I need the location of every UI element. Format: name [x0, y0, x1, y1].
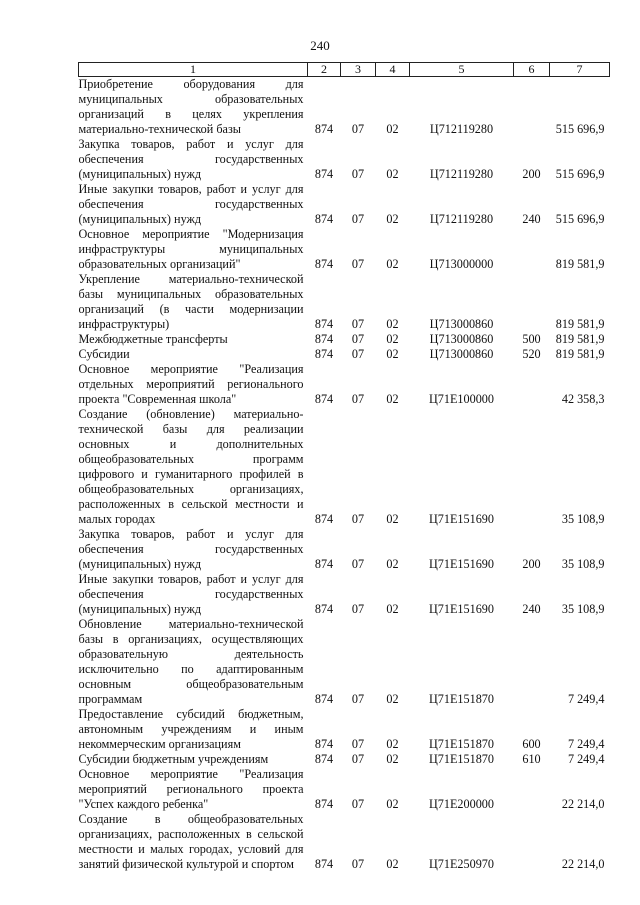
row-vr-cell: 200	[522, 557, 541, 571]
header-col-ved: 2	[308, 63, 341, 77]
row-pr-cell: 02	[386, 752, 399, 766]
table-row	[79, 617, 610, 707]
row-csr-cell: Ц71Е151870	[429, 752, 494, 766]
row-csr-cell: Ц712119280	[429, 167, 494, 181]
row-csr-cell: Ц71Е100000	[429, 392, 494, 406]
row-name-cell: Основное мероприятие "Реализация мероприятий регионального проекта "Успех каждого ребенка"	[78, 767, 304, 811]
row-ved-cell: 874	[314, 122, 334, 136]
row-rz-cell: 07	[351, 512, 365, 526]
row-vr-cell	[514, 362, 550, 407]
row-name-cell: Основное мероприятие "Реализация отдельных мероприятий регионального проекта "Современная школа"	[78, 362, 304, 406]
row-rz-cell: 07	[351, 212, 365, 226]
row-pr-cell: 02	[386, 122, 399, 136]
row-csr-cell: Ц71Е250970	[429, 857, 494, 871]
row-name-cell: Закупка товаров, работ и услуг для обеспечения государственных (муниципальных) нужд	[78, 527, 304, 571]
row-csr-cell: Ц712119280	[429, 212, 494, 226]
table-row	[79, 752, 610, 767]
row-vr-cell: 200	[522, 167, 541, 181]
header-col-rz: 3	[341, 63, 376, 77]
row-pr-cell: 02	[386, 602, 399, 616]
row-sum-cell: 35 108,9	[561, 512, 605, 526]
row-sum-cell: 515 696,9	[555, 212, 605, 226]
row-vr-cell: 520	[522, 347, 541, 361]
row-csr-cell: Ц71Е151870	[429, 692, 494, 706]
row-csr-cell: Ц713000860	[429, 347, 494, 361]
table-row	[79, 227, 610, 272]
table-row	[79, 572, 610, 617]
row-pr-cell: 02	[386, 347, 399, 361]
row-csr-cell: Ц71Е151690	[429, 602, 494, 616]
row-rz-cell: 07	[351, 347, 365, 361]
row-vr-cell: 240	[522, 212, 541, 226]
row-sum-cell: 7 249,4	[567, 752, 605, 766]
row-ved-cell: 874	[314, 602, 334, 616]
row-pr-cell: 02	[386, 737, 399, 751]
row-pr-cell: 02	[386, 212, 399, 226]
row-ved-cell: 874	[314, 212, 334, 226]
row-sum-cell: 515 696,9	[555, 167, 605, 181]
row-pr-cell: 02	[386, 257, 399, 271]
table-header-row	[79, 63, 610, 77]
row-name-cell: Создание в общеобразовательных организациях, расположенных в сельской местности и малых городах, условий для занятий физической культурой и спортом	[78, 812, 304, 871]
table-row	[79, 77, 610, 138]
row-pr-cell: 02	[386, 167, 399, 181]
row-rz-cell: 07	[351, 797, 365, 811]
row-name-cell: Основное мероприятие "Модернизация инфраструктуры муниципальных образовательных организаций"	[78, 227, 304, 271]
row-ved-cell: 874	[314, 797, 334, 811]
row-ved-cell: 874	[314, 347, 334, 361]
table-row	[79, 527, 610, 572]
row-rz-cell: 07	[351, 737, 365, 751]
row-name-cell: Закупка товаров, работ и услуг для обеспечения государственных (муниципальных) нужд	[78, 137, 304, 181]
row-vr-cell: 500	[522, 332, 541, 346]
row-sum-cell: 819 581,9	[555, 317, 605, 331]
table-row	[79, 812, 610, 872]
row-rz-cell: 07	[351, 167, 365, 181]
row-vr-cell	[514, 77, 550, 138]
row-sum-cell: 515 696,9	[555, 122, 605, 136]
table-body	[79, 77, 610, 873]
table-row	[79, 347, 610, 362]
row-name-cell: Предоставление субсидий бюджетным, автономным учреждениям и иным некоммерческим организациям	[78, 707, 304, 751]
row-csr-cell: Ц712119280	[429, 122, 494, 136]
table-header	[79, 63, 610, 77]
row-ved-cell: 874	[314, 332, 334, 346]
row-vr-cell	[514, 812, 550, 872]
row-name-cell: Иные закупки товаров, работ и услуг для обеспечения государственных (муниципальных) нужд	[78, 182, 304, 226]
row-pr-cell: 02	[386, 317, 399, 331]
row-csr-cell: Ц71Е151870	[429, 737, 494, 751]
row-rz-cell: 07	[351, 332, 365, 346]
row-sum-cell: 7 249,4	[567, 737, 605, 751]
table-row	[79, 272, 610, 332]
row-ved-cell: 874	[314, 317, 334, 331]
row-vr-cell	[514, 227, 550, 272]
page-number: 240	[310, 38, 330, 53]
row-sum-cell: 7 249,4	[567, 692, 605, 706]
row-name-cell: Межбюджетные трансферты	[78, 332, 228, 346]
budget-table	[78, 62, 610, 872]
row-vr-cell	[514, 767, 550, 812]
row-name-cell: Обновление материально-технической базы в организациях, осуществляющих образовательную деятельность исключительно по адаптированным основным общеобразовательным программам	[78, 617, 304, 706]
row-sum-cell: 819 581,9	[555, 257, 605, 271]
row-pr-cell: 02	[386, 332, 399, 346]
row-pr-cell: 02	[386, 857, 399, 871]
row-rz-cell: 07	[351, 752, 365, 766]
row-name-cell: Создание (обновление) материально-технической базы для реализации основных и дополнительных общеобразовательных программ цифрового и гуманитарного профилей в общеобразовательных организациях, расположенных в сельской местности и малых городах	[78, 407, 304, 526]
row-csr-cell: Ц713000000	[429, 257, 494, 271]
row-sum-cell: 819 581,9	[555, 332, 605, 346]
row-rz-cell: 07	[351, 317, 365, 331]
row-rz-cell: 07	[351, 392, 365, 406]
row-ved-cell: 874	[314, 512, 334, 526]
row-sum-cell: 35 108,9	[561, 602, 605, 616]
table-row	[79, 362, 610, 407]
row-ved-cell: 874	[314, 692, 334, 706]
row-rz-cell: 07	[351, 122, 365, 136]
table-row	[79, 407, 610, 527]
row-name-cell: Укрепление материально-технической базы муниципальных образовательных организаций (в части модернизации инфраструктуры)	[78, 272, 304, 331]
table-row	[79, 137, 610, 182]
row-pr-cell: 02	[386, 392, 399, 406]
row-rz-cell: 07	[351, 257, 365, 271]
row-sum-cell: 22 214,0	[561, 797, 605, 811]
row-name-cell: Иные закупки товаров, работ и услуг для обеспечения государственных (муниципальных) нужд	[78, 572, 304, 616]
row-name-cell: Субсидии бюджетным учреждениям	[78, 752, 269, 766]
row-vr-cell	[514, 272, 550, 332]
row-pr-cell: 02	[386, 512, 399, 526]
row-rz-cell: 07	[351, 557, 365, 571]
row-pr-cell: 02	[386, 692, 399, 706]
row-sum-cell: 819 581,9	[555, 347, 605, 361]
row-ved-cell: 874	[314, 392, 334, 406]
table-row	[79, 707, 610, 752]
row-sum-cell: 22 214,0	[561, 857, 605, 871]
row-vr-cell: 610	[522, 752, 541, 766]
row-vr-cell	[514, 407, 550, 527]
header-col-pr: 4	[376, 63, 410, 77]
row-vr-cell	[514, 617, 550, 707]
row-name-cell: Субсидии	[78, 347, 130, 361]
row-sum-cell: 35 108,9	[561, 557, 605, 571]
row-ved-cell: 874	[314, 752, 334, 766]
table-row	[79, 767, 610, 812]
table-row	[79, 332, 610, 347]
row-rz-cell: 07	[351, 602, 365, 616]
row-rz-cell: 07	[351, 692, 365, 706]
row-pr-cell: 02	[386, 557, 399, 571]
table-row	[79, 182, 610, 227]
row-csr-cell: Ц71Е151690	[429, 512, 494, 526]
row-pr-cell: 02	[386, 797, 399, 811]
row-vr-cell: 600	[522, 737, 541, 751]
row-ved-cell: 874	[314, 257, 334, 271]
row-ved-cell: 874	[314, 737, 334, 751]
row-csr-cell: Ц71Е151690	[429, 557, 494, 571]
row-vr-cell: 240	[522, 602, 541, 616]
row-sum-cell: 42 358,3	[561, 392, 605, 406]
row-ved-cell: 874	[314, 167, 334, 181]
row-ved-cell: 874	[314, 857, 334, 871]
header-col-name: 1	[79, 63, 308, 77]
row-rz-cell: 07	[351, 857, 365, 871]
header-col-sum: 7	[550, 63, 610, 77]
header-col-vr: 6	[514, 63, 550, 77]
row-csr-cell: Ц713000860	[429, 332, 494, 346]
row-ved-cell: 874	[314, 557, 334, 571]
row-csr-cell: Ц713000860	[429, 317, 494, 331]
header-col-csr: 5	[410, 63, 514, 77]
row-name-cell: Приобретение оборудования для муниципальных образовательных организаций в целях укрепления материально-технической базы	[78, 77, 304, 136]
row-csr-cell: Ц71Е200000	[429, 797, 494, 811]
